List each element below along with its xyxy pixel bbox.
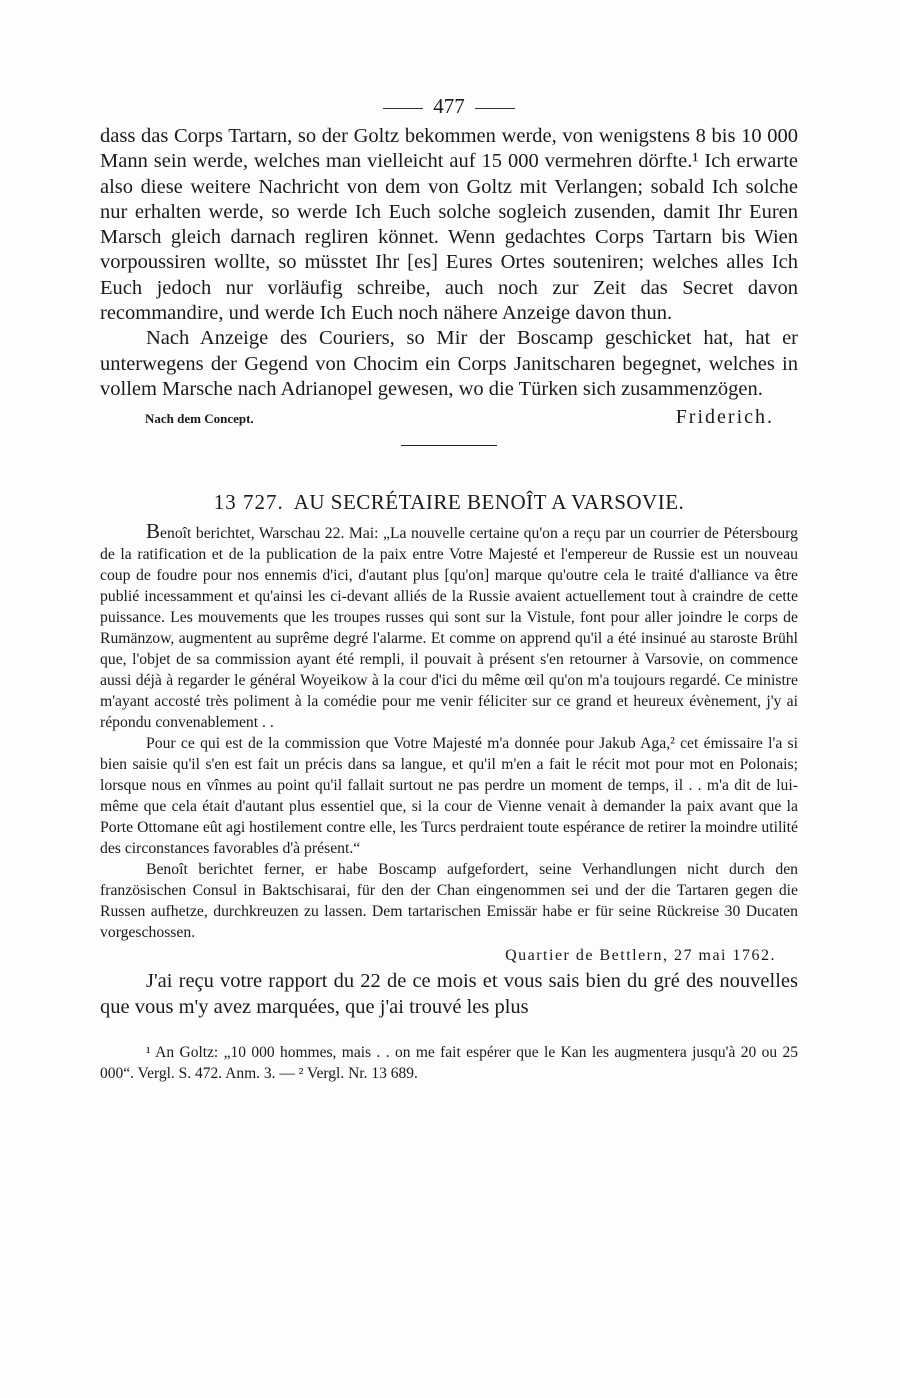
previous-letter-continuation [100, 124, 798, 402]
report-paragraph: Benoît berichtet ferner, er habe Boscamp aufgefordert, seine Verhandlungen nicht durch den französischen Consul in Baktschisarai, für den der Chan eingenommen sei und der die Tartaren gegen die Russen aufhetze, durchkreuzen zu lassen. Dem tartarischen Emissär habe er für seine Rückreise 30 Ducaten vorgeschossen. [100, 861, 798, 942]
section-divider [401, 445, 497, 446]
dash-right [475, 108, 515, 109]
footnote-text: ¹ An Goltz: „10 000 hommes, mais . . on me fait espérer que le Kan les augmentera jusqu'à 20 ou 25 000“. Vergl. S. 472. Anm. 3. — ² Vergl. Nr. 13 689. [100, 1043, 798, 1082]
footnotes [100, 1042, 798, 1084]
letter-paragraph: J'ai reçu votre rapport du 22 de ce mois et vous sais bien du gré des nouvelles que vous m'y avez marquées, que j'ai trouvé les plus [100, 970, 798, 1018]
page [100, 88, 798, 1084]
letter-title: AU SECRÉTAIRE BENOÎT A VARSOVIE. [293, 490, 685, 515]
letter-number: 13 727. [213, 490, 284, 515]
report-text: enoît berichtet, Warschau 22. Mai: „La nouvelle certaine qu'on a reçu par un courrier de Pétersbourg de la ratification et de la publication de la paix entre Votre Majesté et l'empereur de Russie est un nouveau coup de foudre pour nos ennemis d'ici, d'autant plus [qu'on] marque qu'outre cela le traité d'alliance va être publié incessamment et qu'ainsi les ci-devant alliés de la Russie avaient actuellement tout à craindre de cette puissance. Les mouvements que les troupes russes qui sont sur la Vistule, font pour aller joindre le corps de Rumänzow, augmentent au suprême degré l'alarme. Et comme on apprend qu'il a été insinué au staroste Brühl que, l'objet de sa commission ayant été rempli, il pouvait à présent s'en retourner à Varsovie, on commence aussi déjà à regarder le général Woyeikow à la cour d'ici du même œil qu'on m'a toujours regardé. Ce ministre m'ayant accosté très poliment à la comédie pour me venir féliciter sur ce grand et heureux évènement, j'y ai répondu convenablement . . [100, 525, 798, 732]
page-number: 477 [433, 94, 465, 118]
letter-heading [100, 490, 798, 515]
body-paragraph: Nach Anzeige des Couriers, so Mir der Boscamp geschicket hat, hat er unterwegens der Gegend von Chocim ein Corps Janitscharen begegnet, welches in vollem Marsche nach Adrianopel gewesen, wo die Türken sich zusammenzögen. [100, 327, 798, 400]
signature: Friderich. [675, 406, 774, 429]
dash-left [383, 108, 423, 109]
letter-body [100, 969, 798, 1020]
body-paragraph: dass das Corps Tartarn, so der Goltz bekommen werde, von wenigstens 8 bis 10 000 Mann sein werde, welches man vielleicht auf 15 000 vermehren dörfte.¹ Ich erwarte also diese weitere Nachricht von dem von Goltz mit Verlangen; sobald Ich solche nur erhalten werde, so werde Ich Euch solche sogleich zusenden, damit Ihr Euren Marsch gleich darnach regliren könnet. Wenn gedachtes Corps Tartarn bis Wien vorpoussiren wollte, so müsstet Ihr [es] Eures Ortes souteniren; welches alles Ich Euch jedoch nur vorläufig schreibe, auch noch zur Zeit das Secret davon recommandire, und werde Ich Euch noch nähere Anzeige davon thun. [100, 125, 798, 325]
report-summary [100, 521, 798, 943]
closing-row [100, 406, 798, 429]
report-paragraph [100, 521, 798, 733]
dropcap: B [146, 519, 161, 544]
page-number-line [100, 88, 798, 124]
source-note: Nach dem Concept. [145, 411, 254, 427]
dateline: Quartier de Bettlern, 27 mai 1762. [505, 947, 776, 965]
report-paragraph: Pour ce qui est de la commission que Votre Majesté m'a donnée pour Jakub Aga,² cet émissaire l'a si bien saisie qu'il s'en est fait un précis dans sa langue, et qu'il m'en a fait le récit mot pour mot en Polonais; lorsque nous en vînmes au point qu'il fallait surtout ne pas perdre un moment de temps, il . . m'a dit de lui-même que cela était d'autant plus essentiel que, si la cour de Vienne venait à demander la paix avant que la Porte Ottomane eût agi hostilement contre elle, les Turcs perdraient toute espérance de retirer la moindre utilité des circonstances favorables d'à présent.“ [100, 735, 798, 858]
